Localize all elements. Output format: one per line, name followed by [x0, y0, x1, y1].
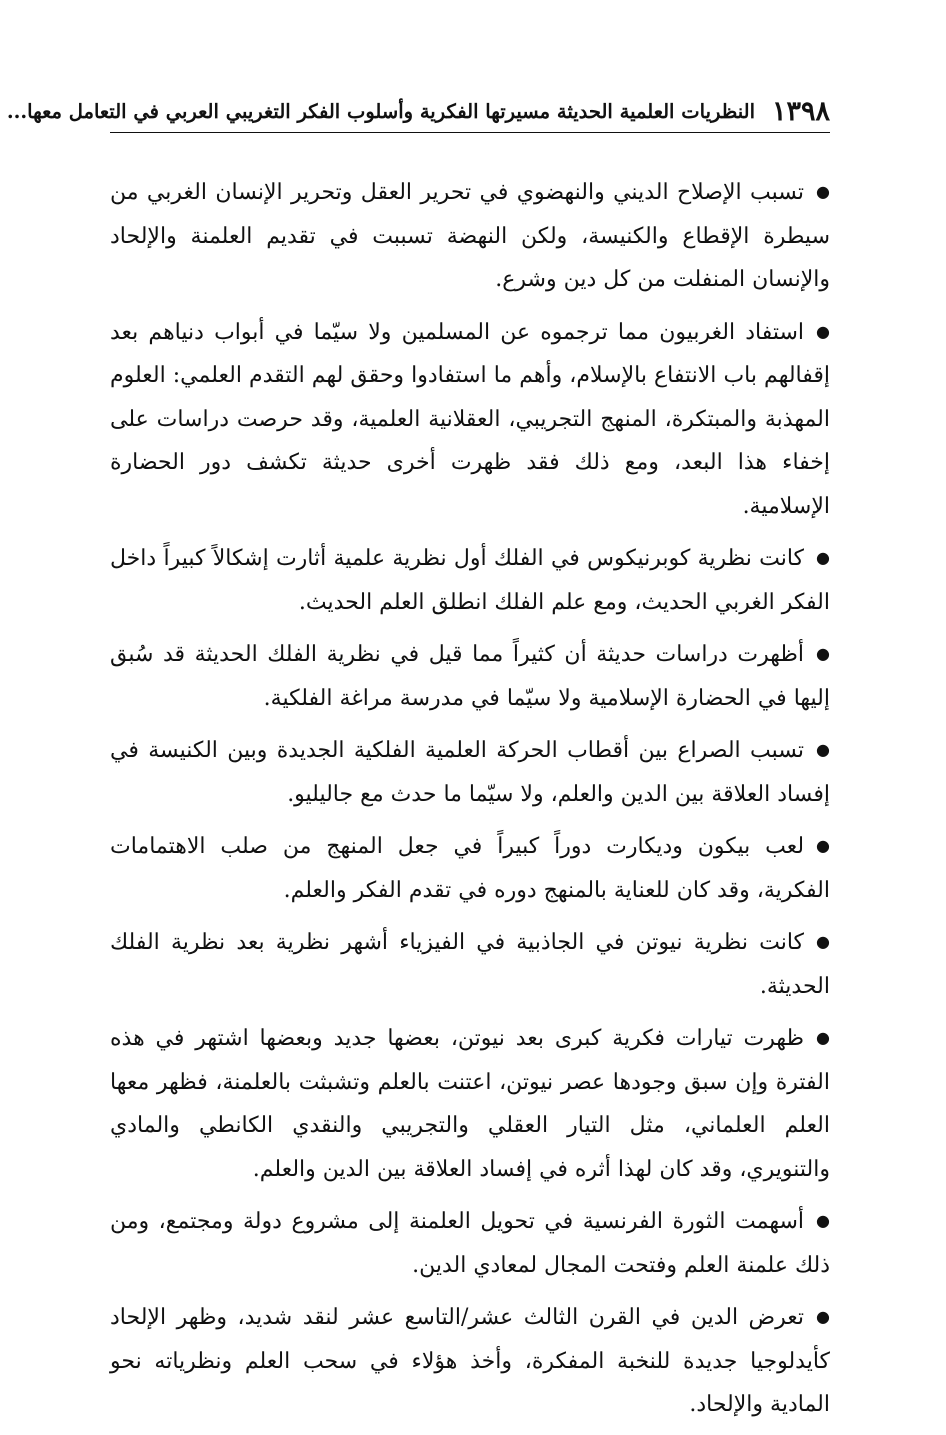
paragraph-text: تسبب الإصلاح الديني والنهضوي في تحرير العقل وتحرير الإنسان الغربي من سيطرة الإقطاع والكنيسة، ولكن النهضة تسببت في تقديم العلمنة والإلحاد والإنسان المنفلت من كل دين وشرع.	[110, 180, 830, 292]
book-page	[6, 92, 830, 1435]
summary-paragraph	[110, 632, 830, 720]
bullet-icon: ●	[816, 548, 830, 567]
paragraph-text: استفاد الغربيون مما ترجموه عن المسلمين ولا سيّما في أبواب دنياهم بعد إقفالهم باب الانتفاع بالإسلام، وأهم ما استفادوا وحقق لهم التقدم العلمي: العلوم المهذبة والمبتكرة، المنهج التجريبي، العقلانية العلمية، وقد حرصت دراسات على إخفاء هذا البعد، ومع ذلك فقد ظهرت أخرى حديثة تكشف دور الحضارة الإسلامية.	[110, 319, 830, 519]
summary-paragraph	[110, 1199, 830, 1287]
summary-paragraph	[110, 824, 830, 912]
bullet-icon: ●	[816, 836, 830, 855]
paragraph-text: كانت نظرية كوبرنيكوس في الفلك أول نظرية علمية أثارت إشكالاً كبيراً داخل الفكر الغربي الحديث، ومع علم الفلك انطلق العلم الحديث.	[110, 546, 830, 615]
bullet-icon: ●	[816, 932, 830, 951]
bullet-icon: ●	[816, 740, 830, 759]
bullet-icon: ●	[816, 1211, 830, 1230]
paragraph-text: تسبب الصراع بين أقطاب الحركة العلمية الفلكية الجديدة وبين الكنيسة في إفساد العلاقة بين الدين والعلم، ولا سيّما ما حدث مع جاليليو.	[110, 738, 830, 807]
paragraph-text: تعرض الدين في القرن الثالث عشر/التاسع عشر لنقد شديد، وظهر الإلحاد كأيدلوجيا جديدة للنخبة المفكرة، وأخذ هؤلاء في سحب العلم ونظرياته نحو المادية والإلحاد.	[110, 1305, 830, 1417]
page-number: ١٣٩٨	[771, 96, 830, 127]
bullet-icon: ●	[816, 644, 830, 663]
bullet-icon: ●	[816, 1028, 830, 1047]
summary-list	[110, 170, 830, 1427]
bullet-icon: ●	[816, 321, 830, 341]
summary-paragraph	[110, 536, 830, 624]
paragraph-text: أسهمت الثورة الفرنسية في تحويل العلمنة إلى مشروع دولة ومجتمع، ومن ذلك علمنة العلم وفتحت المجال لمعادي الدين.	[110, 1209, 830, 1278]
paragraph-text: كانت نظرية نيوتن في الجاذبية في الفيزياء أشهر نظرية بعد نظرية الفلك الحديثة.	[110, 930, 830, 999]
bullet-icon: ●	[816, 182, 830, 201]
summary-paragraph	[110, 920, 830, 1008]
summary-paragraph	[110, 170, 830, 302]
paragraph-text: ظهرت تيارات فكرية كبرى بعد نيوتن، بعضها جديد وبعضها اشتهر في هذه الفترة وإن سبق وجودها عصر نيوتن، اعتنت بالعلم وتشبثت بالعلمنة، فظهر معها العلم العلماني، مثل التيار العقلي والتجريبي والنقدي الكانطي والمادي والتنويري، وقد كان لهذا أثره في إفساد العلاقة بين الدين والعلم.	[110, 1026, 830, 1182]
summary-paragraph	[110, 1016, 830, 1191]
bullet-icon: ●	[816, 1307, 830, 1326]
summary-paragraph	[110, 728, 830, 816]
summary-paragraph	[110, 1295, 830, 1427]
paragraph-text: أظهرت دراسات حديثة أن كثيراً مما قيل في نظرية الفلك الحديثة قد سُبق إليها في الحضارة الإسلامية ولا سيّما في مدرسة مراغة الفلكية.	[110, 642, 830, 711]
summary-paragraph	[110, 310, 830, 529]
running-title: النظريات العلمية الحديثة مسيرتها الفكرية وأسلوب الفكر التغريبي العربي في التعامل معها...	[6, 100, 755, 123]
paragraph-text: لعب بيكون وديكارت دوراً كبيراً في جعل المنهج من صلب الاهتمامات الفكرية، وقد كان للعناية بالمنهج دوره في تقدم الفكر والعلم.	[110, 834, 830, 903]
page-header	[6, 92, 830, 136]
header-rule	[110, 132, 830, 133]
